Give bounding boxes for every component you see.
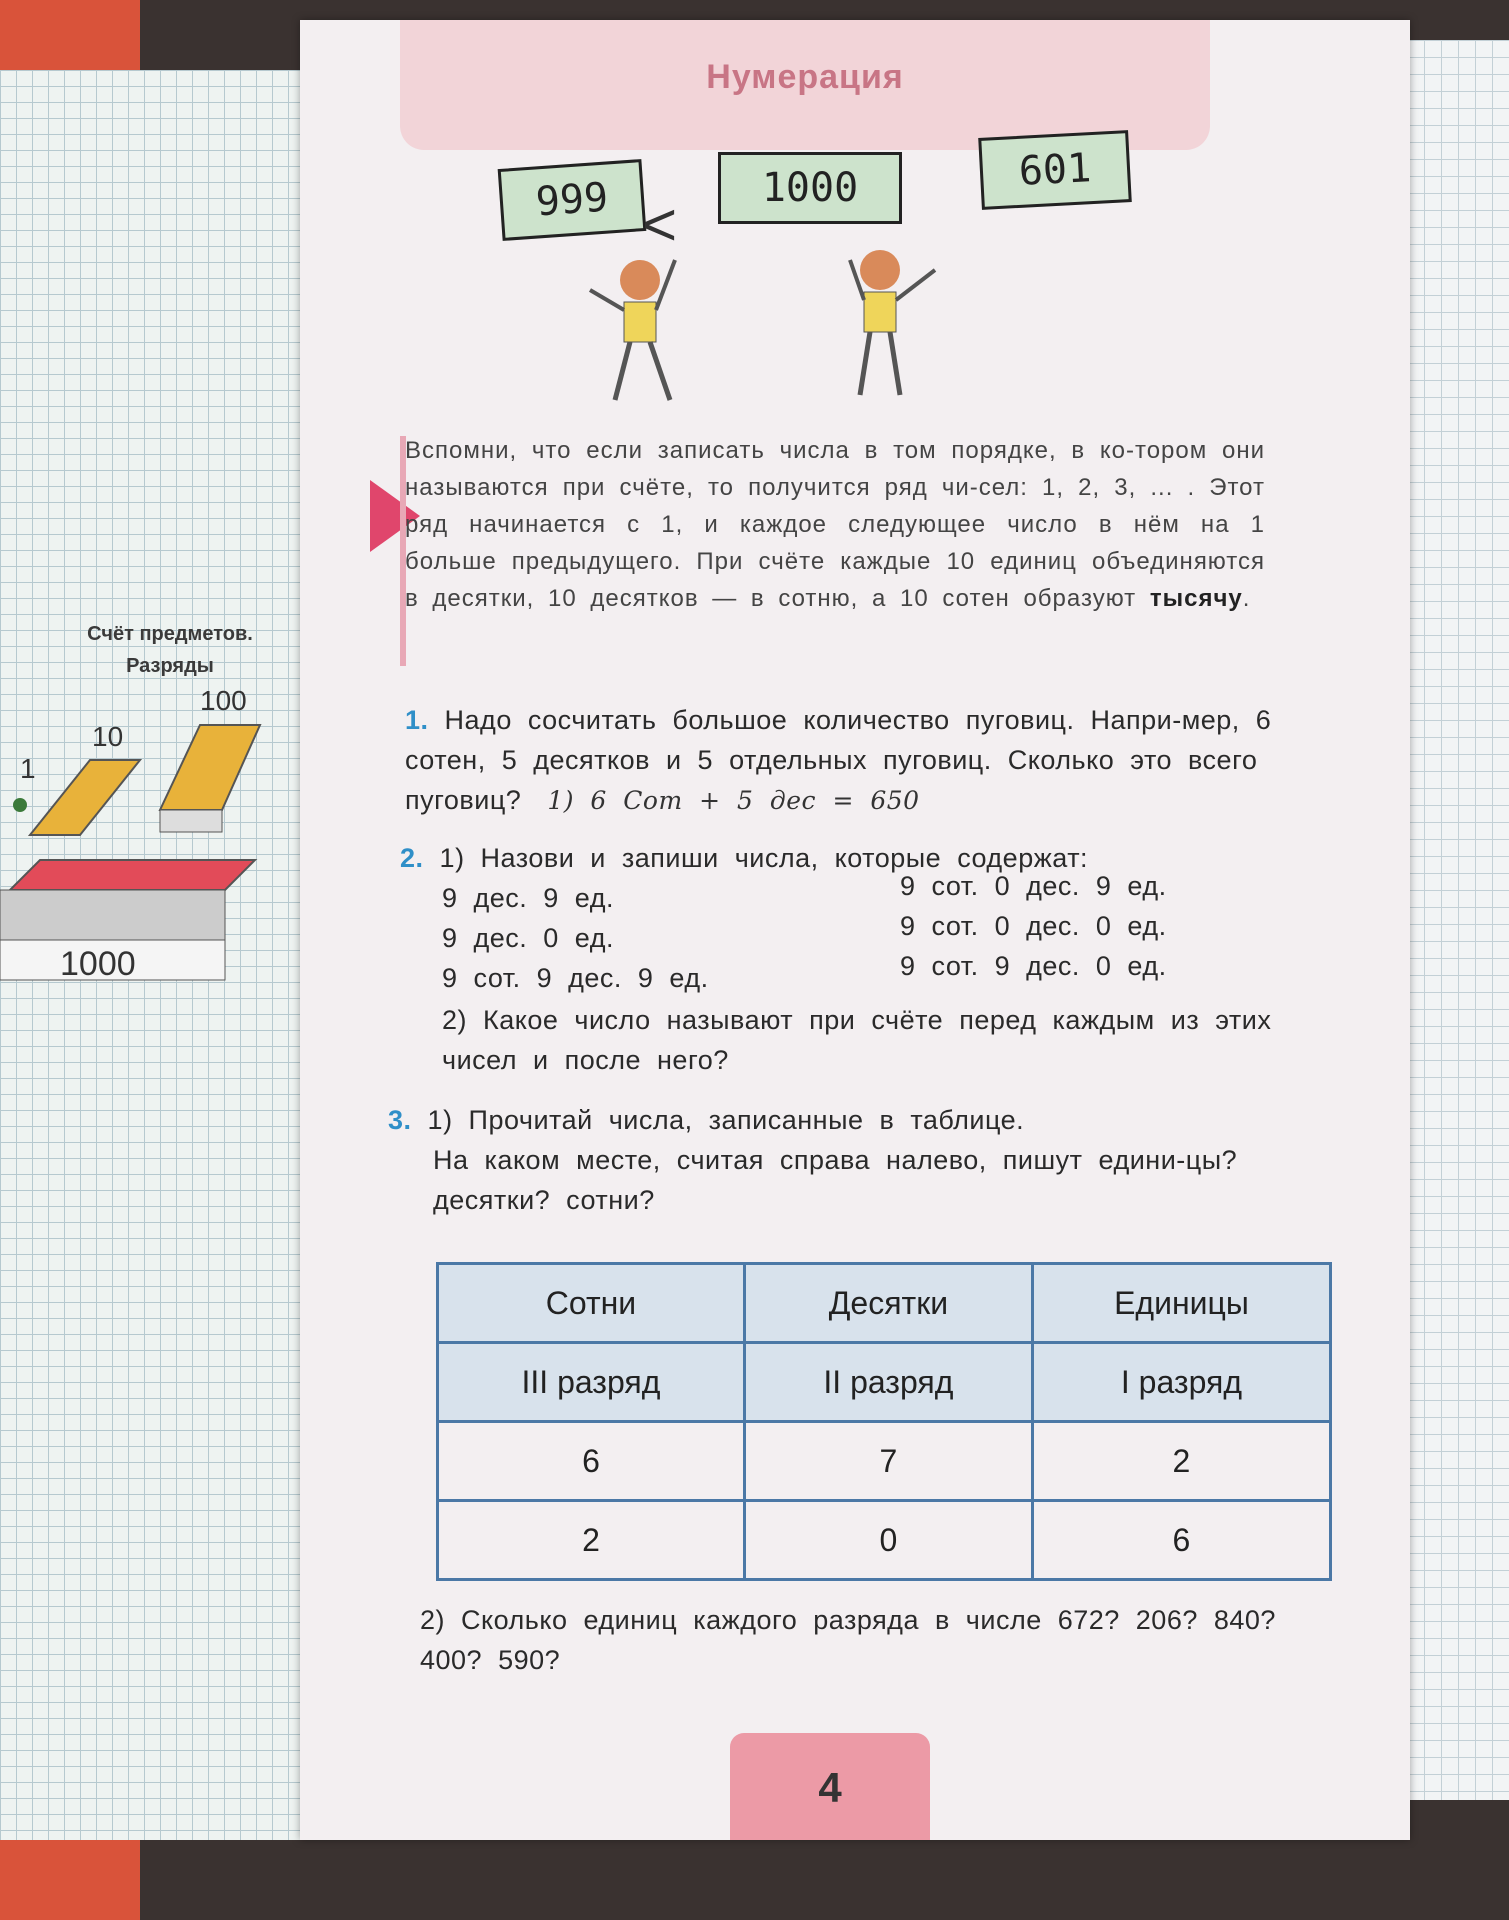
table-header-cell: Десятки [744,1264,1032,1343]
table-cell: 6 [1032,1501,1330,1580]
child-right-figure [850,250,935,395]
label-ten: 10 [92,721,124,752]
table-rank-cell: I разряд [1032,1343,1330,1422]
table-cell: 2 [1032,1422,1330,1501]
table-rank-row [438,1343,1331,1422]
header-band [400,20,1210,150]
task-3-part1: 1) Прочитай числа, записанные в таблице. [427,1105,1025,1135]
table-header-row [438,1264,1331,1343]
table-rank-cell: III разряд [438,1343,745,1422]
number-card-left: 999 [498,159,647,241]
rule-text-bold: тысячу [1149,585,1243,612]
task-2-part2: 2) Какое число называют при счёте перед каждым из этих чисел и после него? [442,1005,1272,1075]
table-cell: 6 [438,1422,745,1501]
hundred-flat-side [160,810,222,832]
thousand-cube-top [10,860,255,890]
sidebar-title-line1: Счёт предметов. [87,623,253,645]
table-cell: 7 [744,1422,1032,1501]
rule-text [405,432,1265,617]
table-header-cell: Единицы [1032,1264,1330,1343]
ten-rod [30,760,140,835]
label-one: 1 [20,753,36,784]
table-cell: 0 [744,1501,1032,1580]
table-cell: 2 [438,1501,745,1580]
table-row [438,1501,1331,1580]
task-1-number: 1. [405,705,429,735]
rule-text-end: . [1242,585,1251,612]
task-2-item: 9 дес. 0 ед. [442,923,614,953]
task-2-item: 9 сот. 0 дес. 9 ед. [900,871,1167,901]
task-2-item: 9 сот. 0 дес. 0 ед. [900,911,1167,941]
task-2-number: 2. [400,843,424,873]
task-2-number-list [400,871,1280,1000]
task-3-number: 3. [388,1105,412,1135]
task-1 [405,700,1275,821]
task-2-item: 9 дес. 9 ед. [442,883,614,913]
number-card-right: 601 [978,130,1132,210]
table-header-cell: Сотни [438,1264,745,1343]
thousand-cube-front [0,890,225,940]
task-3-part1b: На каком месте, считая справа налево, пишут едини-цы? десятки? сотни? [433,1145,1238,1215]
hundred-flat [160,725,260,810]
task-3-part2: 2) Сколько единиц каждого разряда в числе 672? 206? 840? 400? 590? [420,1605,1276,1675]
place-value-blocks-illustration [0,670,300,1010]
less-than-sign: < [642,191,678,258]
sidebar-title-line2: Разряды [126,655,214,677]
table-rank-cell: II разряд [744,1343,1032,1422]
table-row [438,1422,1331,1501]
label-thousand: 1000 [60,945,136,983]
task-1-handwritten-answer: 1) 6 Сот + 5 дес = 650 [547,786,920,815]
label-hundred: 100 [200,685,247,716]
task-2-part1: 1) Назови и запиши числа, которые содержат: [439,843,1089,873]
task-3 [388,1100,1308,1220]
number-card-middle: 1000 [718,152,902,224]
page-title: Нумерация [706,58,904,96]
place-value-table [436,1262,1332,1581]
task-2-item: 9 сот. 9 дес. 0 ед. [900,951,1167,981]
rule-text-main: Вспомни, что если записать числа в том порядке, в ко-тором они называются при счёте, то получится ряд чи-сел: 1, 2, 3, ... . Этот ряд начинается с 1, и каждое следующее число в нём на 1 больше предыдущего. При счёте каждые 10 единиц объединяются в десятки, 10 десятков — в сотню, а 10 сотен образуют [405,437,1265,612]
task-1-text: Надо сосчитать большое количество пуговиц. Напри-мер, 6 сотен, 5 десятков и 5 отдельных пуговиц. Сколько это всего пуговиц? [405,705,1272,815]
child-left-figure [590,260,675,400]
unit-cube [13,798,27,812]
children-illustration [560,230,980,420]
task-2 [400,838,1280,1080]
page-number: 4 [730,1733,930,1840]
task-2-item: 9 сот. 9 дес. 9 ед. [442,963,709,993]
